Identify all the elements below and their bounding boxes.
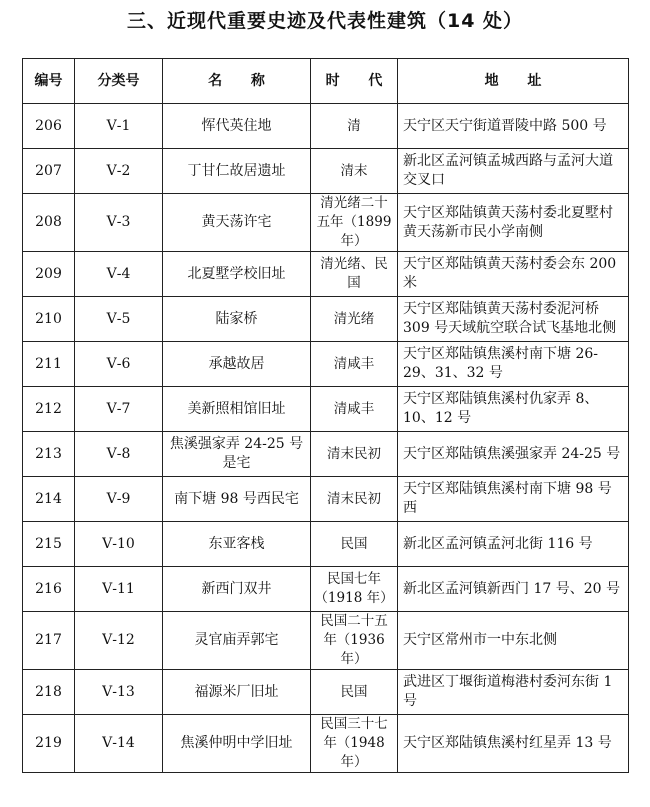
cell-number: 210 xyxy=(23,297,75,342)
cell-number: 209 xyxy=(23,252,75,297)
cell-number: 216 xyxy=(23,567,75,612)
table-row xyxy=(23,104,629,149)
page-title: 三、近现代重要史迹及代表性建筑（14 处） xyxy=(126,10,524,32)
header-number: 编号 xyxy=(23,59,75,104)
cell-number: 219 xyxy=(23,715,75,773)
cell-class-number: Ⅴ-13 xyxy=(75,670,163,715)
cell-class-number: Ⅴ-9 xyxy=(75,477,163,522)
cell-class-number: Ⅴ-12 xyxy=(75,612,163,670)
table-row xyxy=(23,477,629,522)
table-row xyxy=(23,149,629,194)
cell-name: 丁甘仁故居遗址 xyxy=(163,149,311,194)
header-class-number: 分类号 xyxy=(75,59,163,104)
table-header-row xyxy=(23,59,629,104)
cell-number: 215 xyxy=(23,522,75,567)
cell-address: 天宁区常州市一中东北侧 xyxy=(398,612,629,670)
cell-address: 天宁区郑陆镇焦溪村仇家弄 8、10、12 号 xyxy=(398,387,629,432)
cell-address: 天宁区郑陆镇焦溪村南下塘 26-29、31、32 号 xyxy=(398,342,629,387)
cell-name: 东亚客栈 xyxy=(163,522,311,567)
cell-number: 211 xyxy=(23,342,75,387)
cell-number: 213 xyxy=(23,432,75,477)
header-era: 时 代 xyxy=(311,59,398,104)
header-address: 地 址 xyxy=(398,59,629,104)
table-row xyxy=(23,522,629,567)
cell-number: 214 xyxy=(23,477,75,522)
table-row xyxy=(23,252,629,297)
cell-era: 清末民初 xyxy=(311,477,398,522)
cell-era: 清咸丰 xyxy=(311,387,398,432)
cell-name: 恽代英住地 xyxy=(163,104,311,149)
cell-era: 清 xyxy=(311,104,398,149)
cell-class-number: Ⅴ-8 xyxy=(75,432,163,477)
header-name: 名 称 xyxy=(163,59,311,104)
cell-era: 民国 xyxy=(311,670,398,715)
cell-address: 天宁区郑陆镇黄天荡村委会东 200 米 xyxy=(398,252,629,297)
cell-class-number: Ⅴ-11 xyxy=(75,567,163,612)
cell-class-number: Ⅴ-5 xyxy=(75,297,163,342)
cell-name: 北夏墅学校旧址 xyxy=(163,252,311,297)
cell-address: 天宁区郑陆镇黄天荡村委泥河桥 309 号天域航空联合试飞基地北侧 xyxy=(398,297,629,342)
cell-class-number: Ⅴ-3 xyxy=(75,194,163,252)
table-row xyxy=(23,670,629,715)
cell-era: 清末 xyxy=(311,149,398,194)
table-row xyxy=(23,387,629,432)
heritage-table xyxy=(22,58,629,773)
table-row xyxy=(23,567,629,612)
cell-number: 217 xyxy=(23,612,75,670)
cell-name: 灵官庙弄郭宅 xyxy=(163,612,311,670)
cell-address: 武进区丁堰街道梅港村委河东街 1 号 xyxy=(398,670,629,715)
table-row xyxy=(23,297,629,342)
table-row xyxy=(23,715,629,773)
cell-class-number: Ⅴ-14 xyxy=(75,715,163,773)
cell-class-number: Ⅴ-2 xyxy=(75,149,163,194)
cell-number: 207 xyxy=(23,149,75,194)
cell-class-number: Ⅴ-1 xyxy=(75,104,163,149)
table-row xyxy=(23,342,629,387)
cell-name: 黄天荡许宅 xyxy=(163,194,311,252)
cell-address: 天宁区郑陆镇焦溪村红星弄 13 号 xyxy=(398,715,629,773)
cell-number: 212 xyxy=(23,387,75,432)
cell-era: 民国三十七年（1948 年） xyxy=(311,715,398,773)
cell-name: 承越故居 xyxy=(163,342,311,387)
cell-class-number: Ⅴ-4 xyxy=(75,252,163,297)
cell-name: 焦溪强家弄 24-25 号是宅 xyxy=(163,432,311,477)
cell-era: 民国二十五年（1936 年） xyxy=(311,612,398,670)
cell-number: 208 xyxy=(23,194,75,252)
cell-address: 新北区孟河镇孟城西路与孟河大道交叉口 xyxy=(398,149,629,194)
cell-era: 清光绪、民国 xyxy=(311,252,398,297)
cell-name: 焦溪仲明中学旧址 xyxy=(163,715,311,773)
table-row xyxy=(23,432,629,477)
table-row xyxy=(23,194,629,252)
cell-name: 南下塘 98 号西民宅 xyxy=(163,477,311,522)
cell-number: 218 xyxy=(23,670,75,715)
cell-address: 新北区孟河镇孟河北街 116 号 xyxy=(398,522,629,567)
cell-address: 天宁区郑陆镇焦溪强家弄 24-25 号 xyxy=(398,432,629,477)
cell-name: 陆家桥 xyxy=(163,297,311,342)
cell-era: 清光绪 xyxy=(311,297,398,342)
cell-era: 民国七年（1918 年） xyxy=(311,567,398,612)
cell-era: 清光绪二十五年（1899 年） xyxy=(311,194,398,252)
cell-address: 天宁区郑陆镇焦溪村南下塘 98 号西 xyxy=(398,477,629,522)
cell-name: 美新照相馆旧址 xyxy=(163,387,311,432)
cell-name: 福源米厂旧址 xyxy=(163,670,311,715)
cell-name: 新西门双井 xyxy=(163,567,311,612)
cell-number: 206 xyxy=(23,104,75,149)
cell-class-number: Ⅴ-10 xyxy=(75,522,163,567)
cell-era: 清末民初 xyxy=(311,432,398,477)
cell-era: 清咸丰 xyxy=(311,342,398,387)
cell-address: 新北区孟河镇新西门 17 号、20 号 xyxy=(398,567,629,612)
cell-address: 天宁区天宁街道晋陵中路 500 号 xyxy=(398,104,629,149)
cell-era: 民国 xyxy=(311,522,398,567)
table-row xyxy=(23,612,629,670)
cell-address: 天宁区郑陆镇黄天荡村委北夏墅村黄天荡新市民小学南侧 xyxy=(398,194,629,252)
cell-class-number: Ⅴ-7 xyxy=(75,387,163,432)
cell-class-number: Ⅴ-6 xyxy=(75,342,163,387)
